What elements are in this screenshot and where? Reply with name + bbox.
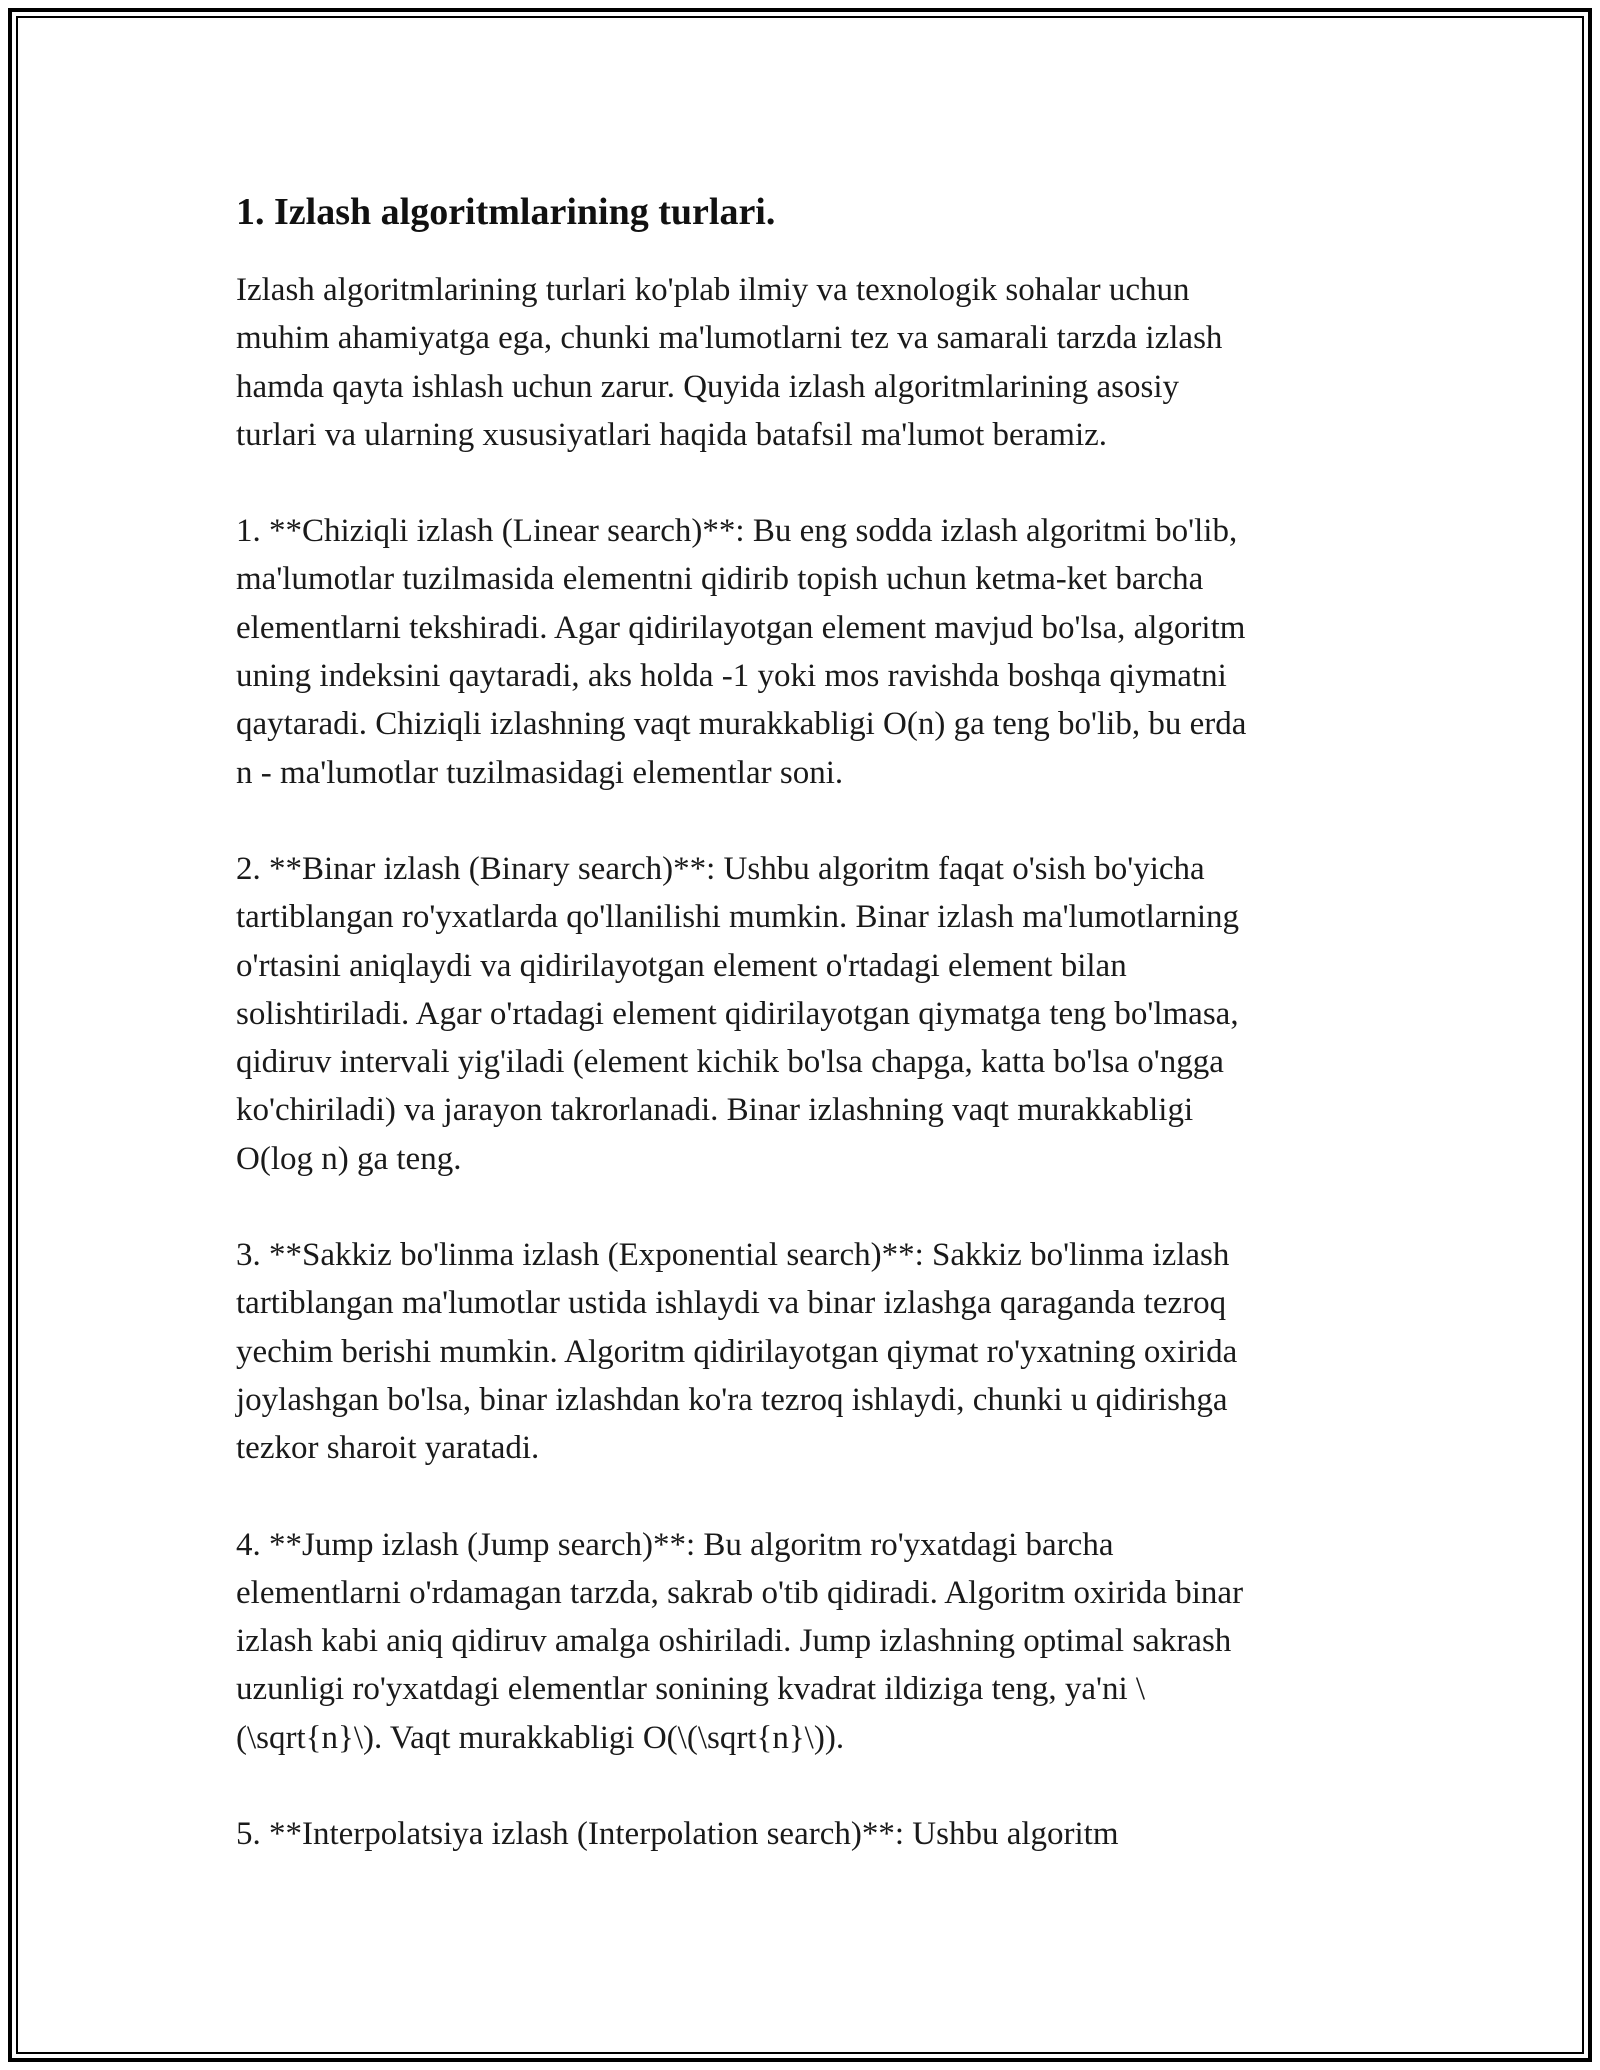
linear-search-paragraph: 1. **Chiziqli izlash (Linear search)**: Bu eng sodda izlash algoritmi bo'lib, ma'lumotlar tuzilmasida elementni qidirib topish uchun ketma-ket barcha elementlarni tekshiradi. Agar qidirilayotgan element mavjud bo'lsa, algoritm uning indeksini qaytaradi, aks holda -1 yoki mos ravishda boshqa qiymatni qaytaradi. Chiziqli izlashning vaqt murakkabligi O(n) ga teng bo'lib, bu erda n - ma'lumotlar tuzilmasidagi elementlar soni. bbox=[236, 513, 1247, 791]
binary-search-paragraph: 2. **Binar izlash (Binary search)**: Ushbu algoritm faqat o'sish bo'yicha tartiblangan ro'yxatlarda qo'llanilishi mumkin. Binar izlash ma'lumotlarning o'rtasini aniqlaydi va qidirilayotgan element o'rtadagi element bilan solishtiriladi. Agar o'rtadagi element qidirilayotgan qiymatga teng bo'lmasa, qidiruv intervali yig'iladi (element kichik bo'lsa chapga, katta bo'lsa o'ngga ko'chiriladi) va jarayon takrorlanadi. Binar izlashning vaqt murakkabligi O(log n) ga teng. bbox=[236, 850, 1240, 1177]
jump-search-paragraph: 4. **Jump izlash (Jump search)**: Bu algoritm ro'yxatdagi barcha elementlarni o'rdamagan tarzda, sakrab o'tib qidiradi. Algoritm oxirida binar izlash kabi aniq qidiruv amalga oshiriladi. Jump izlashning optimal sakrash uzunligi ro'yxatdagi elementlar sonining kvadrat ildiziga teng, ya'ni \ (\sqrt{n}\). Vaqt murakkabligi O(\(\sqrt{n}\)). bbox=[236, 1526, 1244, 1756]
intro-paragraph: Izlash algoritmlarining turlari ko'plab ilmiy va texnologik sohalar uchun muhim ahamiyatga ega, chunki ma'lumotlarni tez va samarali tarzda izlash hamda qayta ishlash uchun zarur. Quyida izlash algoritmlarining asosiy turlari va ularning xususiyatlari haqida batafsil ma'lumot beramiz. bbox=[236, 272, 1223, 453]
interpolation-search-paragraph: 5. **Interpolatsiya izlash (Interpolation search)**: Ushbu algoritm bbox=[236, 1816, 1119, 1853]
exponential-search-paragraph: 3. **Sakkiz bo'linma izlash (Exponential search)**: Sakkiz bo'linma izlash tartiblangan ma'lumotlar ustida ishlaydi va binar izlashga qaraganda tezroq yechim berishi mumkin. Algoritm qidirilayotgan qiymat ro'yxatning oxirida joylashgan bo'lsa, binar izlashdan ko'ra tezroq ishlaydi, chunki u qidirishga tezkor sharoit yaratadi. bbox=[236, 1237, 1238, 1467]
section-heading: 1. Izlash algoritmlarining turlari. bbox=[236, 191, 776, 233]
document-body bbox=[236, 188, 1376, 1906]
